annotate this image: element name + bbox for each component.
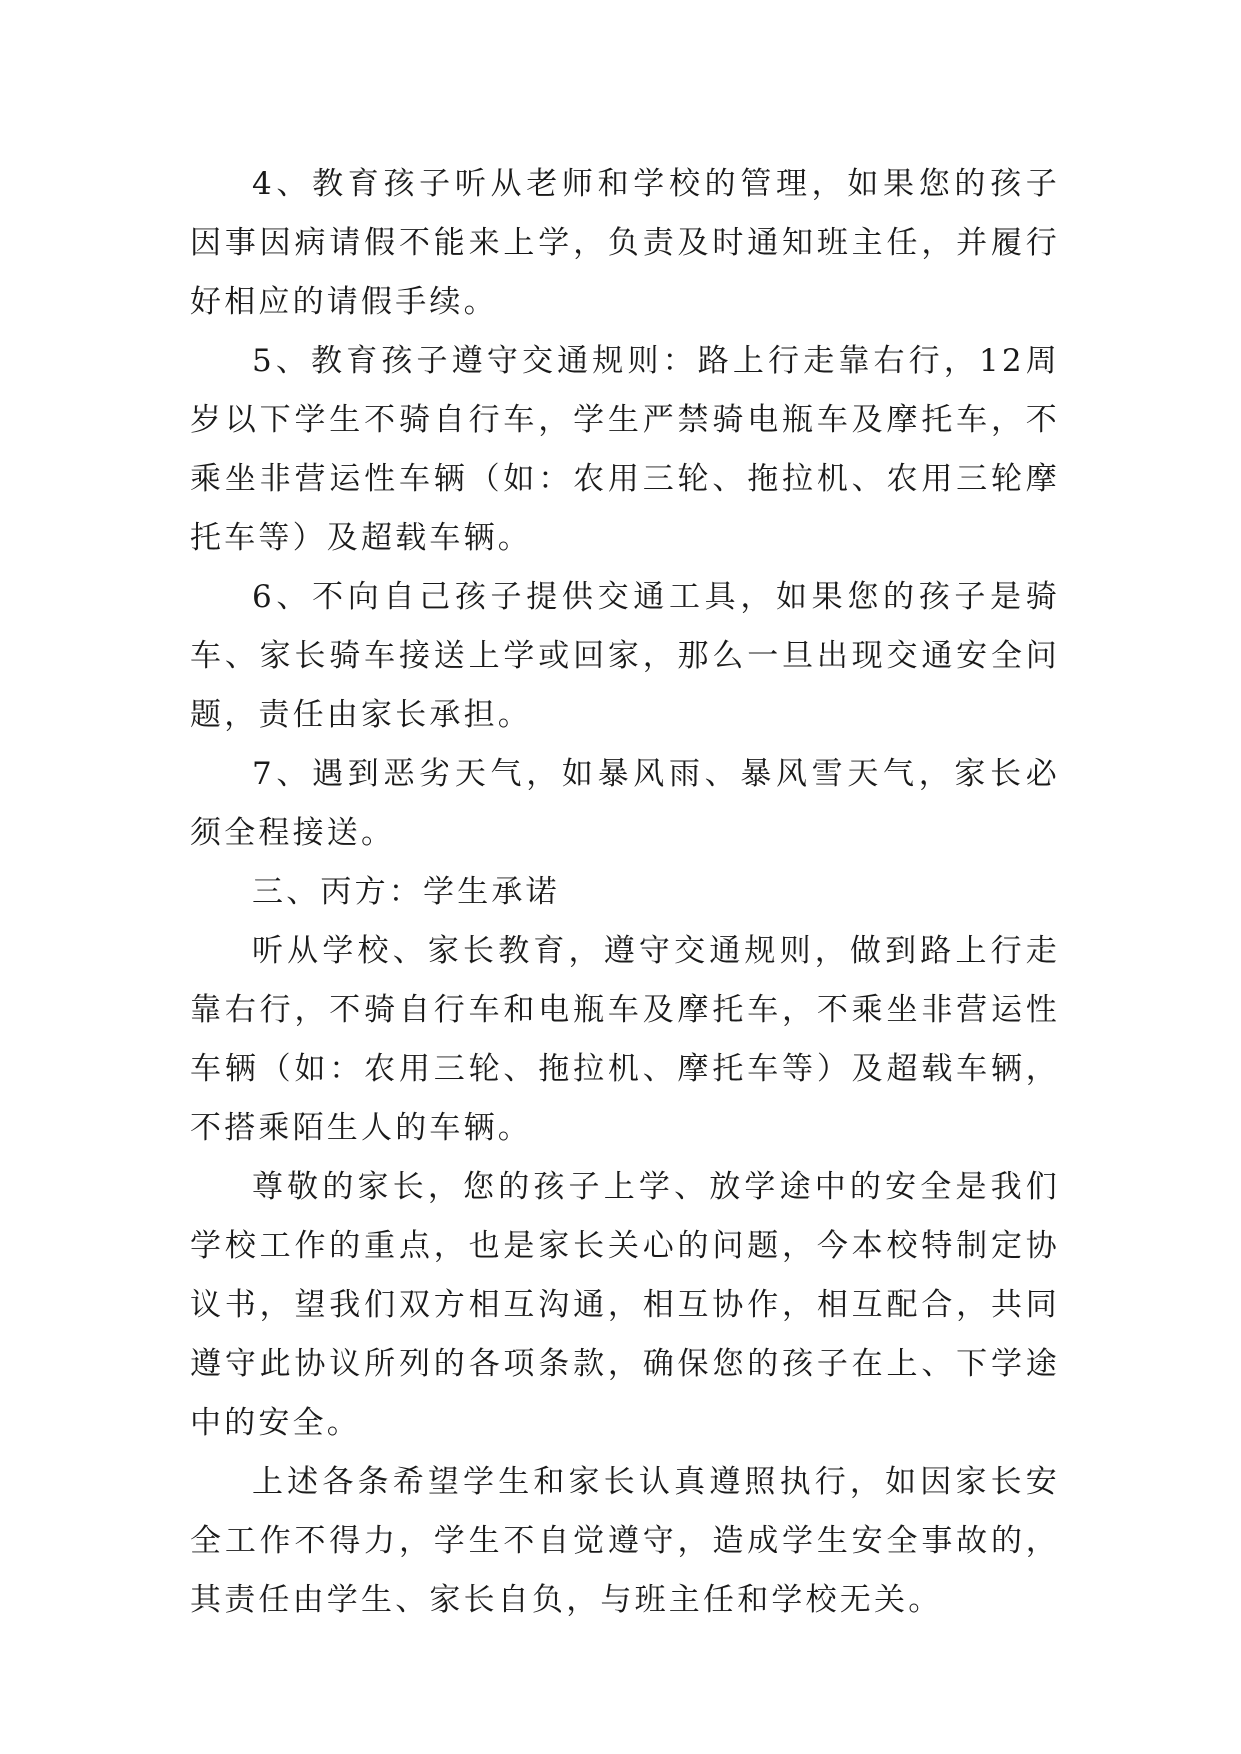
paragraph-parent-duty-4: 4、教育孩子听从老师和学校的管理，如果您的孩子因事因病请假不能来上学，负责及时通知班主任，并履行好相应的请假手续。 (190, 166, 1060, 320)
paragraph-parent-duty-6: 6、不向自己孩子提供交通工具，如果您的孩子是骑车、家长骑车接送上学或回家，那么一旦出现交通安全问题，责任由家长承担。 (190, 579, 1060, 733)
paragraph-parent-duty-5: 5、教育孩子遵守交通规则：路上行走靠右行，12周岁以下学生不骑自行车，学生严禁骑电瓶车及摩托车，不乘坐非营运性车辆（如：农用三轮、拖拉机、农用三轮摩托车等）及超载车辆。 (190, 343, 1060, 556)
paragraph-student-pledge: 听从学校、家长教育，遵守交通规则，做到路上行走靠右行，不骑自行车和电瓶车及摩托车，不乘坐非营运性车辆（如：农用三轮、拖拉机、摩托车等）及超载车辆，不搭乘陌生人的车辆。 (190, 933, 1060, 1146)
paragraph-liability-clause: 上述各条希望学生和家长认真遵照执行，如因家长安全工作不得力，学生不自觉遵守，造成学生安全事故的，其责任由学生、家长自负，与班主任和学校无关。 (190, 1464, 1060, 1618)
paragraph-letter-to-parents: 尊敬的家长，您的孩子上学、放学途中的安全是我们学校工作的重点，也是家长关心的问题，今本校特制定协议书，望我们双方相互沟通，相互协作，相互配合，共同遵守此协议所列的各项条款，确保您的孩子在上、下学途中的安全。 (190, 1169, 1060, 1441)
section-heading-student-pledge: 三、丙方：学生承诺 (252, 874, 560, 910)
paragraph-parent-duty-7: 7、遇到恶劣天气，如暴风雨、暴风雪天气，家长必须全程接送。 (190, 756, 1060, 851)
document-body (190, 155, 1060, 1630)
